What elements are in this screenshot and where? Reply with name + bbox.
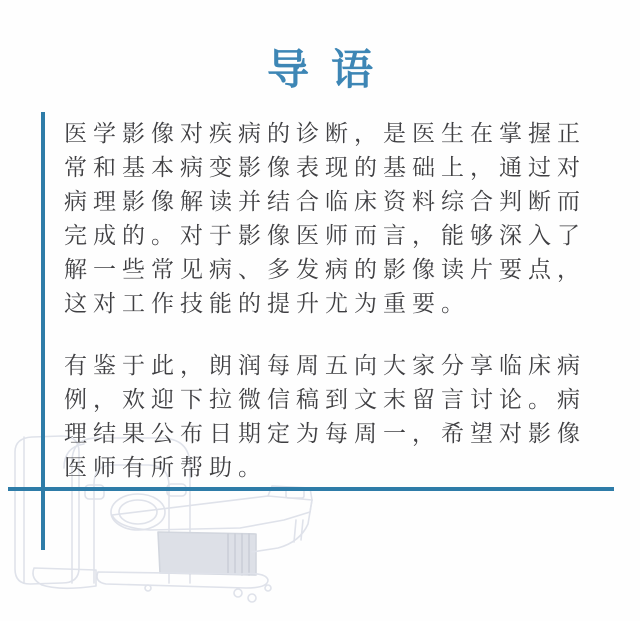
page-title: 导语 (266, 45, 395, 94)
text-line: 这对工作技能的提升尤为重要。 (64, 291, 470, 317)
vertical-accent-line (41, 112, 45, 550)
text-line: 病理影像解读并结合临床资料综合判断而 (64, 189, 586, 215)
text-line: 医学影像对疾病的诊断，是医生在掌握正 (64, 121, 586, 147)
paragraph-1 (64, 117, 598, 321)
text-line: 例，欢迎下拉微信稿到文末留言讨论。病 (64, 387, 586, 413)
text-line: 完成的。对于影像医师而言，能够深入了 (64, 223, 586, 249)
text-line: 常和基本病变影像表现的基础上，通过对 (64, 155, 586, 181)
text-line: 医师有所帮助。 (64, 455, 267, 481)
text-line: 理结果公布日期定为每周一，希望对影像 (64, 421, 586, 447)
text-line: 有鉴于此，朗润每周五向大家分享临床病 (64, 353, 586, 379)
paragraph-2 (64, 349, 598, 485)
intro-text (64, 117, 598, 485)
horizontal-accent-line (8, 487, 614, 491)
text-line: 解一些常见病、多发病的影像读片要点， (64, 257, 586, 283)
